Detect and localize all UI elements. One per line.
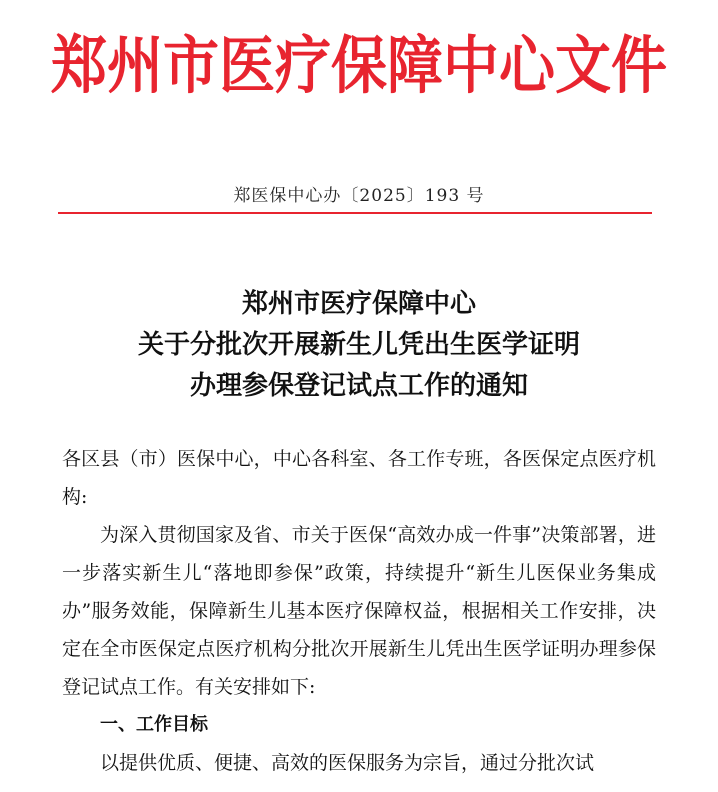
masthead-title: 郑州市医疗保障中心文件 [51, 29, 667, 103]
title-line-3: 办理参保登记试点工作的通知 [189, 371, 528, 401]
addressee-paragraph: 各区县（市）医保中心，中心各科室、各工作专班，各医保定点医疗机构: [62, 448, 656, 508]
notice-title [0, 284, 718, 407]
title-line-2: 关于分批次开展新生儿凭出生医学证明 [137, 330, 580, 360]
body-paragraph-2: 以提供优质、便捷、高效的医保服务为宗旨，通过分批次试 [100, 752, 595, 774]
title-line-1: 郑州市医疗保障中心 [241, 289, 476, 319]
red-divider-line [58, 212, 652, 214]
section-heading-1: 一、工作目标 [100, 714, 208, 735]
document-number: 郑医保中心办〔2025〕193 号 [233, 186, 485, 206]
notice-body [62, 440, 656, 782]
body-paragraph-1: 为深入贯彻国家及省、市关于医保“高效办成一件事”决策部署，进一步落实新生儿“落地即参保”政策，持续提升“新生儿医保业务集成办”服务效能，保障新生儿基本医疗保障权益，根据相关工作安排，决定在全市医保定点医疗机构分批次开展新生儿凭出生医学证明办理参保登记试点工作。有关安排如下: [62, 524, 656, 698]
